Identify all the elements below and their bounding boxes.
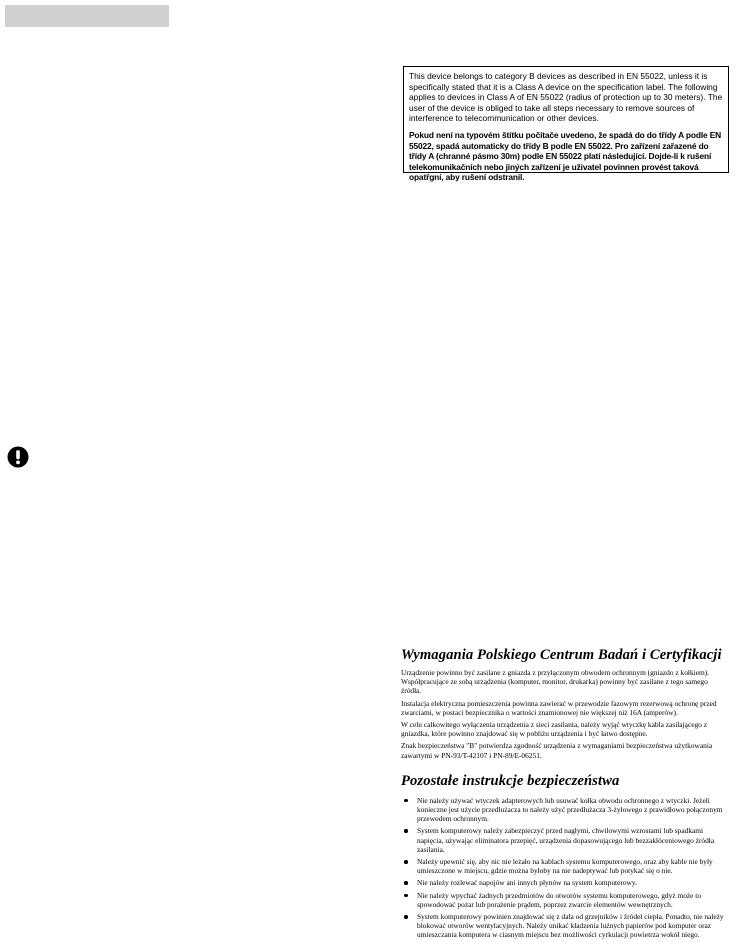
list-item: Należy upewnić się, aby nic nie leżało na kablach systemu komputerowego, oraz aby kable nie były umieszczone w miejscu, gdzie można byłoby na nie nadeptywać lub potykać się o nie. <box>401 857 727 875</box>
paragraph: Znak bezpieczeństwa "B" potwierdza zgodność urządzenia z wymaganiami bezpieczeństwa użytkowania zawartymi w PN-93/T-42107 i PN-89/E-06251. <box>401 741 713 760</box>
polish-requirements-section <box>401 646 727 943</box>
list-item: System komputerowy powinien znajdować się z dala od grzejników i źródeł ciepła. Ponadto, nie należy blokować otworów wentylacyjnych. Należy unikać kładzenia luźnych papierów pod komputer oraz umieszczania komputera w ciasnym miejscu bez możliwości cyrkulacji powietrza wokół niego. <box>401 912 727 940</box>
list-item: Nie należy używać wtyczek adapterowych lub usuwać kołka obwodu ochronnego z wtyczki. Jeżeli konieczne jest użycie przedłużacza to należy użyć przedłużacza 3-żyłowego z prawidłowo połączonym przewodem ochronnym. <box>401 796 727 824</box>
list-item: Nie należy wpychać żadnych przedmiotów do otworów systemu komputerowego, gdyż może to spowodować pożar lub porażenie prądem, poprzez zwarcie elementów wewnętrznych. <box>401 891 727 909</box>
page-header-bar <box>5 5 169 27</box>
paragraph: Urządzenie powinno być zasilane z gniazda z przyłączonym obwodem ochronnym (gniazdo z kołkiem). Współpracujące ze sobą urządzenia (komputer, monitor, drukarka) powinny być zasilane z tego samego źródła. <box>401 668 710 696</box>
paragraph: Instalacja elektryczna pomieszczenia powinna zawierać w przewodzie fazowym rezerwową ochronę przed zwarciami, w postaci bezpiecznika o wartości znamionowej nie większej niż 16A (amperów). <box>401 698 717 717</box>
list-item: Nie należy rozlewać napojów ani innych płynów na system komputerowy. <box>401 878 727 887</box>
emc-notice-czech: Pokud není na typovém štítku počítače uvedeno, že spadá do do třídy A podle EN 55022, spadá automaticky do třídy B podle EN 55022. Pro zařízení zařazené do třídy A (chranné pásmo 30m) podle EN 55022 platí následující. Dojde-li k rušení telekomunikačních nebo jiných zařízení je uživatel povinnen provést taková opatřgní, aby rušení odstranil. <box>409 129 722 183</box>
safety-instructions-list <box>401 796 727 940</box>
paragraph: W celu całkowitego wyłączenia urządzenia z sieci zasilania, należy wyjąć wtyczkę kabla zasilającego z gniazdka, które powinno znajdować się w pobliżu urządzenia i być łatwo dostępne. <box>401 720 708 739</box>
list-item: System komputerowy należy zabezpieczyć przed nagłymi, chwilowymi wzrostami lub spadkami napięcia, używając eliminatora przepięć, urządzenia dopasowującego lub bezzakłóceniowego źródła zasilania. <box>401 826 727 854</box>
emc-notice-english: This device belongs to category B devices as described in EN 55022, unless it is specifically stated that it is a Class A device on the specification label. The following applies to devices in Class A of EN 55022 (radius of protection up to 30 meters). The user of the device is obliged to take all steps necessary to remove sources of interference to telecommunication or other devices. <box>409 71 723 124</box>
emc-notice-box <box>403 66 729 183</box>
polish-title-other-instructions: Pozostałe instrukcje bezpieczeństwa <box>401 772 620 789</box>
exclamation-circle-icon <box>7 446 29 468</box>
polish-title-pcbc: Wymagania Polskiego Centrum Badań i Certyfikacji <box>401 647 722 663</box>
